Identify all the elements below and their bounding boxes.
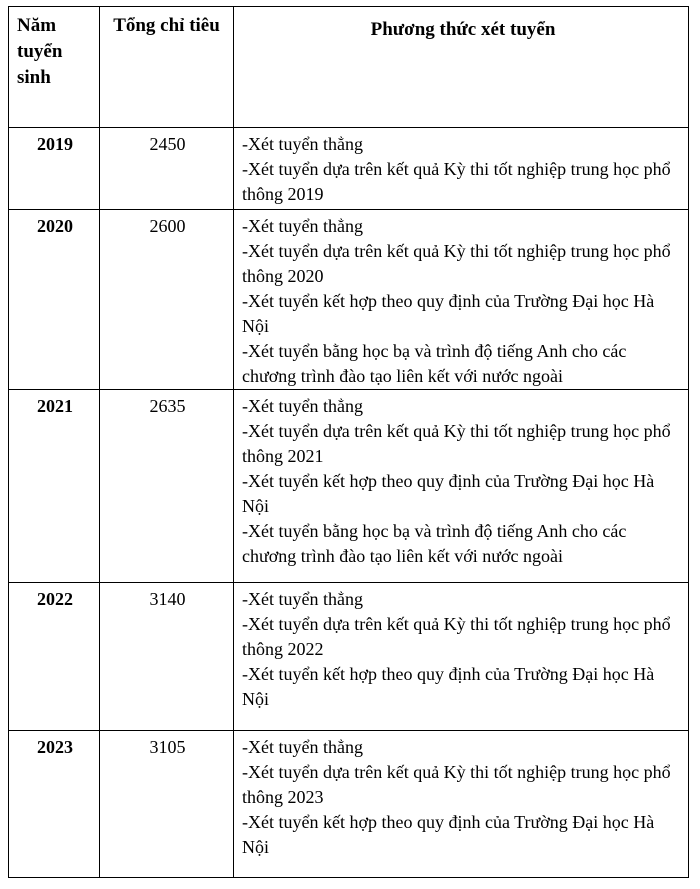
method-item: -Xét tuyển kết hợp theo quy định của Trường Đại học Hà Nội bbox=[242, 664, 655, 709]
total-quota-cell: 2600 bbox=[100, 210, 234, 390]
year-cell: 2023 bbox=[9, 731, 100, 878]
method-item: -Xét tuyển kết hợp theo quy định của Trường Đại học Hà Nội bbox=[242, 471, 655, 516]
method-item: -Xét tuyển thẳng bbox=[242, 216, 363, 236]
year-cell: 2021 bbox=[9, 390, 100, 583]
method-item: -Xét tuyển thẳng bbox=[242, 134, 363, 154]
method-item: -Xét tuyển dựa trên kết quả Kỳ thi tốt nghiệp trung học phổ thông 2023 bbox=[242, 762, 671, 807]
year-cell: 2022 bbox=[9, 583, 100, 731]
methods-cell bbox=[234, 583, 689, 731]
method-item: -Xét tuyển kết hợp theo quy định của Trường Đại học Hà Nội bbox=[242, 812, 655, 857]
table-row bbox=[9, 390, 689, 583]
header-admission-method: Phương thức xét tuyển bbox=[234, 7, 689, 128]
table-row bbox=[9, 128, 689, 210]
year-cell: 2019 bbox=[9, 128, 100, 210]
table-header-row bbox=[9, 7, 689, 128]
admissions-table bbox=[8, 6, 689, 878]
method-item: -Xét tuyển bằng học bạ và trình độ tiếng Anh cho các chương trình đào tạo liên kết với nước ngoài bbox=[242, 521, 627, 566]
method-item: -Xét tuyển dựa trên kết quả Kỳ thi tốt nghiệp trung học phổ thông 2019 bbox=[242, 159, 671, 204]
method-item: -Xét tuyển bằng học bạ và trình độ tiếng Anh cho các chương trình đào tạo liên kết với nước ngoài bbox=[242, 341, 627, 386]
total-quota-cell: 2635 bbox=[100, 390, 234, 583]
table-row bbox=[9, 583, 689, 731]
methods-cell bbox=[234, 128, 689, 210]
methods-cell bbox=[234, 731, 689, 878]
total-quota-cell: 3105 bbox=[100, 731, 234, 878]
method-item: -Xét tuyển dựa trên kết quả Kỳ thi tốt nghiệp trung học phổ thông 2021 bbox=[242, 421, 671, 466]
method-item: -Xét tuyển dựa trên kết quả Kỳ thi tốt nghiệp trung học phổ thông 2022 bbox=[242, 614, 671, 659]
year-cell: 2020 bbox=[9, 210, 100, 390]
method-item: -Xét tuyển thẳng bbox=[242, 396, 363, 416]
method-item: -Xét tuyển kết hợp theo quy định của Trường Đại học Hà Nội bbox=[242, 291, 655, 336]
method-item: -Xét tuyển dựa trên kết quả Kỳ thi tốt nghiệp trung học phổ thông 2020 bbox=[242, 241, 671, 286]
table-row bbox=[9, 731, 689, 878]
header-year: Năm tuyển sinh bbox=[9, 7, 100, 128]
header-total-quota: Tổng chỉ tiêu bbox=[100, 7, 234, 128]
method-item: -Xét tuyển thẳng bbox=[242, 589, 363, 609]
total-quota-cell: 2450 bbox=[100, 128, 234, 210]
methods-cell bbox=[234, 390, 689, 583]
table-row bbox=[9, 210, 689, 390]
method-item: -Xét tuyển thẳng bbox=[242, 737, 363, 757]
total-quota-cell: 3140 bbox=[100, 583, 234, 731]
methods-cell bbox=[234, 210, 689, 390]
